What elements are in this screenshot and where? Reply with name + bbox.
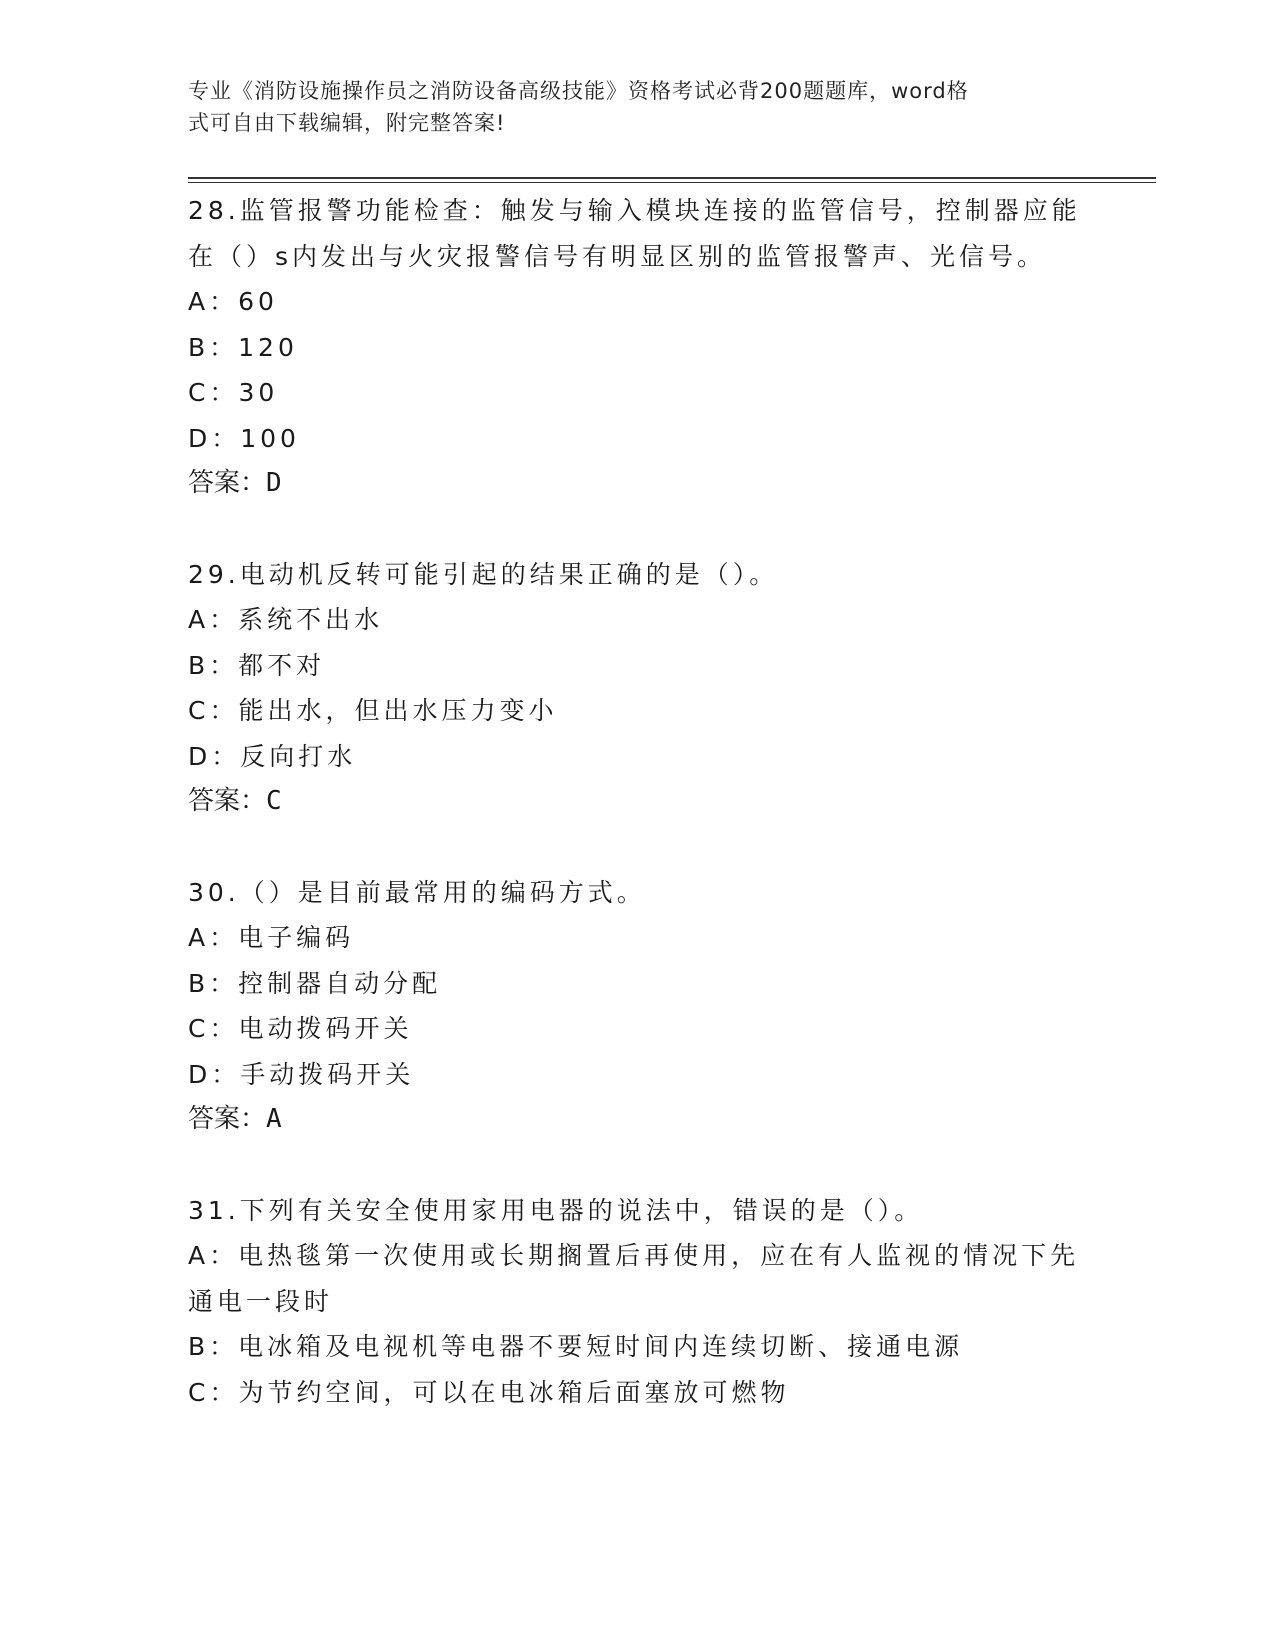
answer-line [188, 1097, 1088, 1143]
option-c: C：电动拨码开关 [188, 1014, 413, 1043]
answer-label: 答案： [188, 1104, 267, 1134]
option-a: A：系统不出水 [188, 605, 384, 634]
document-header [188, 75, 1068, 139]
header-divider-thick [188, 177, 1156, 179]
answer-line [188, 461, 1088, 507]
answer-line [188, 779, 1088, 825]
question-stem: 30.（）是目前最常用的编码方式。 [188, 877, 646, 907]
option-a: A：电子编码 [188, 923, 355, 952]
header-divider-thin [188, 182, 1156, 183]
option-d: D：手动拨码开关 [188, 1059, 415, 1089]
question-stem: 在（）s内发出与火灾报警信号有明显区别的监管报警声、光信号。 [188, 241, 1047, 271]
answer-label: 答案： [188, 468, 267, 498]
answer-value: A [266, 1104, 282, 1134]
question-list [188, 188, 1088, 1415]
answer-label: 答案： [188, 786, 267, 816]
question-stem: 28.监管报警功能检查：触发与输入模块连接的监管信号，控制器应能 [188, 196, 1081, 225]
question-28 [188, 188, 1088, 507]
answer-value: D [266, 468, 282, 498]
question-stem: 31.下列有关安全使用家用电器的说法中，错误的是（）。 [188, 1195, 924, 1225]
option-c: C：能出水，但出水压力变小 [188, 696, 558, 725]
question-stem: 29.电动机反转可能引起的结果正确的是（）。 [188, 559, 779, 589]
spacer [188, 507, 1088, 552]
option-b: B：控制器自动分配 [188, 968, 442, 998]
answer-value: C [266, 786, 282, 816]
spacer [188, 825, 1088, 870]
question-29 [188, 552, 1088, 825]
option-b: B：电冰箱及电视机等电器不要短时间内连续切断、接通电源 [188, 1332, 964, 1361]
option-d: D：100 [188, 423, 300, 453]
option-a: A：电热毯第一次使用或长期搁置后再使用，应在有人监视的情况下先 [188, 1241, 1080, 1270]
option-b: B：都不对 [188, 650, 326, 680]
question-30 [188, 870, 1088, 1143]
option-b: B：120 [188, 332, 298, 362]
option-a: A：60 [188, 287, 278, 316]
spacer [188, 1143, 1088, 1188]
option-a-continued: 通电一段时 [188, 1286, 334, 1316]
option-c: C：为节约空间，可以在电冰箱后面塞放可燃物 [188, 1377, 790, 1407]
header-line-1: 专业《消防设施操作员之消防设备高级技能》资格考试必背200题题库，word格 [188, 79, 969, 103]
option-c: C：30 [188, 378, 279, 407]
header-line-2: 式可自由下载编辑，附完整答案! [188, 111, 506, 135]
question-31 [188, 1188, 1088, 1416]
option-d: D：反向打水 [188, 741, 357, 771]
